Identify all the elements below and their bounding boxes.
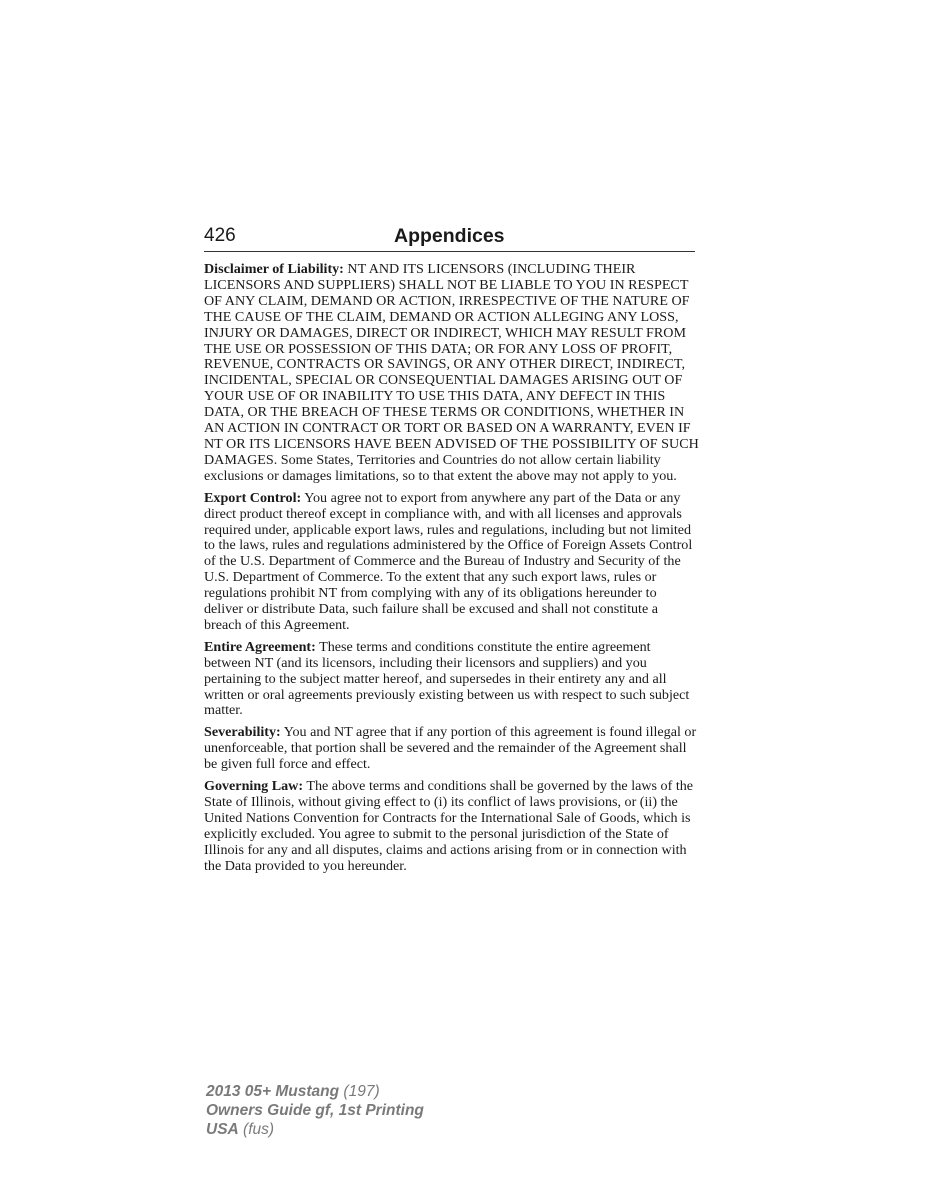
footer-model-name: 2013 05+ Mustang: [206, 1083, 340, 1100]
paragraph-heading: Severability:: [204, 724, 281, 741]
paragraph-text: You agree not to export from anywhere any part of the Data or any direct product thereof except in compliance with, and with all licenses and approvals required under, applicable export laws, rules and regulations, including but not limited to the laws, rules and regulations administered by the Office of Foreign Assets Control of the U.S. Department of Commerce and the Bureau of Industry and Security of the U.S. Department of Commerce. To the extent that any such export laws, rules or regulations prohibit NT from complying with any of its obligations hereunder to deliver or distribute Data, such failure shall be excused and shall not constitute a breach of this Agreement.: [204, 489, 693, 633]
footer-line-market: [206, 1120, 424, 1139]
page-number: 426: [204, 225, 236, 246]
print-footer: [206, 1082, 424, 1139]
paragraph-text: You and NT agree that if any portion of this agreement is found illegal or unenforceable, that portion shall be severed and the remainder of the Agreement shall be given full force and effect.: [204, 724, 697, 773]
page-header: [204, 224, 695, 252]
paragraph-text: NT AND ITS LICENSORS (INCLUDING THEIR LICENSORS AND SUPPLIERS) SHALL NOT BE LIABLE TO YOU IN RESPECT OF ANY CLAIM, DEMAND OR ACTION, IRRESPECTIVE OF THE NATURE OF THE CAUSE OF THE CLAIM, DEMAND OR ACTION ALLEGING ANY LOSS, INJURY OR DAMAGES, DIRECT OR INDIRECT, WHICH MAY RESULT FROM THE USE OR POSSESSION OF THIS DATA; OR FOR ANY LOSS OF PROFIT, REVENUE, CONTRACTS OR SAVINGS, OR ANY OTHER DIRECT, INDIRECT, INCIDENTAL, SPECIAL OR CONSEQUENTIAL DAMAGES ARISING OUT OF YOUR USE OF OR INABILITY TO USE THIS DATA, ANY DEFECT IN THIS DATA, OR THE BREACH OF THESE TERMS OR CONDITIONS, WHETHER IN AN ACTION IN CONTRACT OR TORT OR BASED ON A WARRANTY, EVEN IF NT OR ITS LICENSORS HAVE BEEN ADVISED OF THE POSSIBILITY OF SUCH DAMAGES. Some States, Territories and Countries do not allow certain liability exclusions or damages limitations, so to that extent the above may not apply to you.: [204, 261, 699, 484]
paragraph-text: The above terms and conditions shall be governed by the laws of the State of Illinois, without giving effect to (i) its conflict of laws provisions, or (ii) the United Nations Convention for Contracts for the International Sale of Goods, which is explicitly excluded. You agree to submit to the personal jurisdiction of the State of Illinois for any and all disputes, claims and actions arising from or in connection with the Data provided to you hereunder.: [204, 778, 694, 874]
paragraph-entire-agreement: [204, 640, 699, 720]
footer-market-name: USA: [206, 1121, 239, 1138]
paragraph-heading: Disclaimer of Liability:: [204, 261, 344, 277]
paragraph-export-control: [204, 491, 699, 634]
paragraph-text: These terms and conditions constitute the entire agreement between NT (and its licensors, including their licensors and suppliers) and you pertaining to the subject matter hereof, and supersedes in their entirety any and all written or oral agreements previously existing between us with respect to such subject matter.: [204, 638, 690, 719]
section-title: Appendices: [394, 225, 505, 247]
footer-model-code: (197): [343, 1083, 380, 1100]
paragraph-heading: Governing Law:: [204, 778, 304, 795]
footer-line-model: [206, 1082, 424, 1101]
paragraph-heading: Export Control:: [204, 489, 302, 506]
footer-line-guide: [206, 1101, 424, 1120]
paragraph-severability: [204, 725, 699, 773]
footer-market-code: (fus): [243, 1121, 275, 1138]
paragraph-disclaimer-of-liability: [204, 262, 699, 485]
footer-guide-name: Owners Guide gf, 1st Printing: [206, 1102, 424, 1119]
document-body: [204, 262, 699, 881]
paragraph-governing-law: [204, 779, 699, 874]
paragraph-heading: Entire Agreement:: [204, 638, 316, 655]
